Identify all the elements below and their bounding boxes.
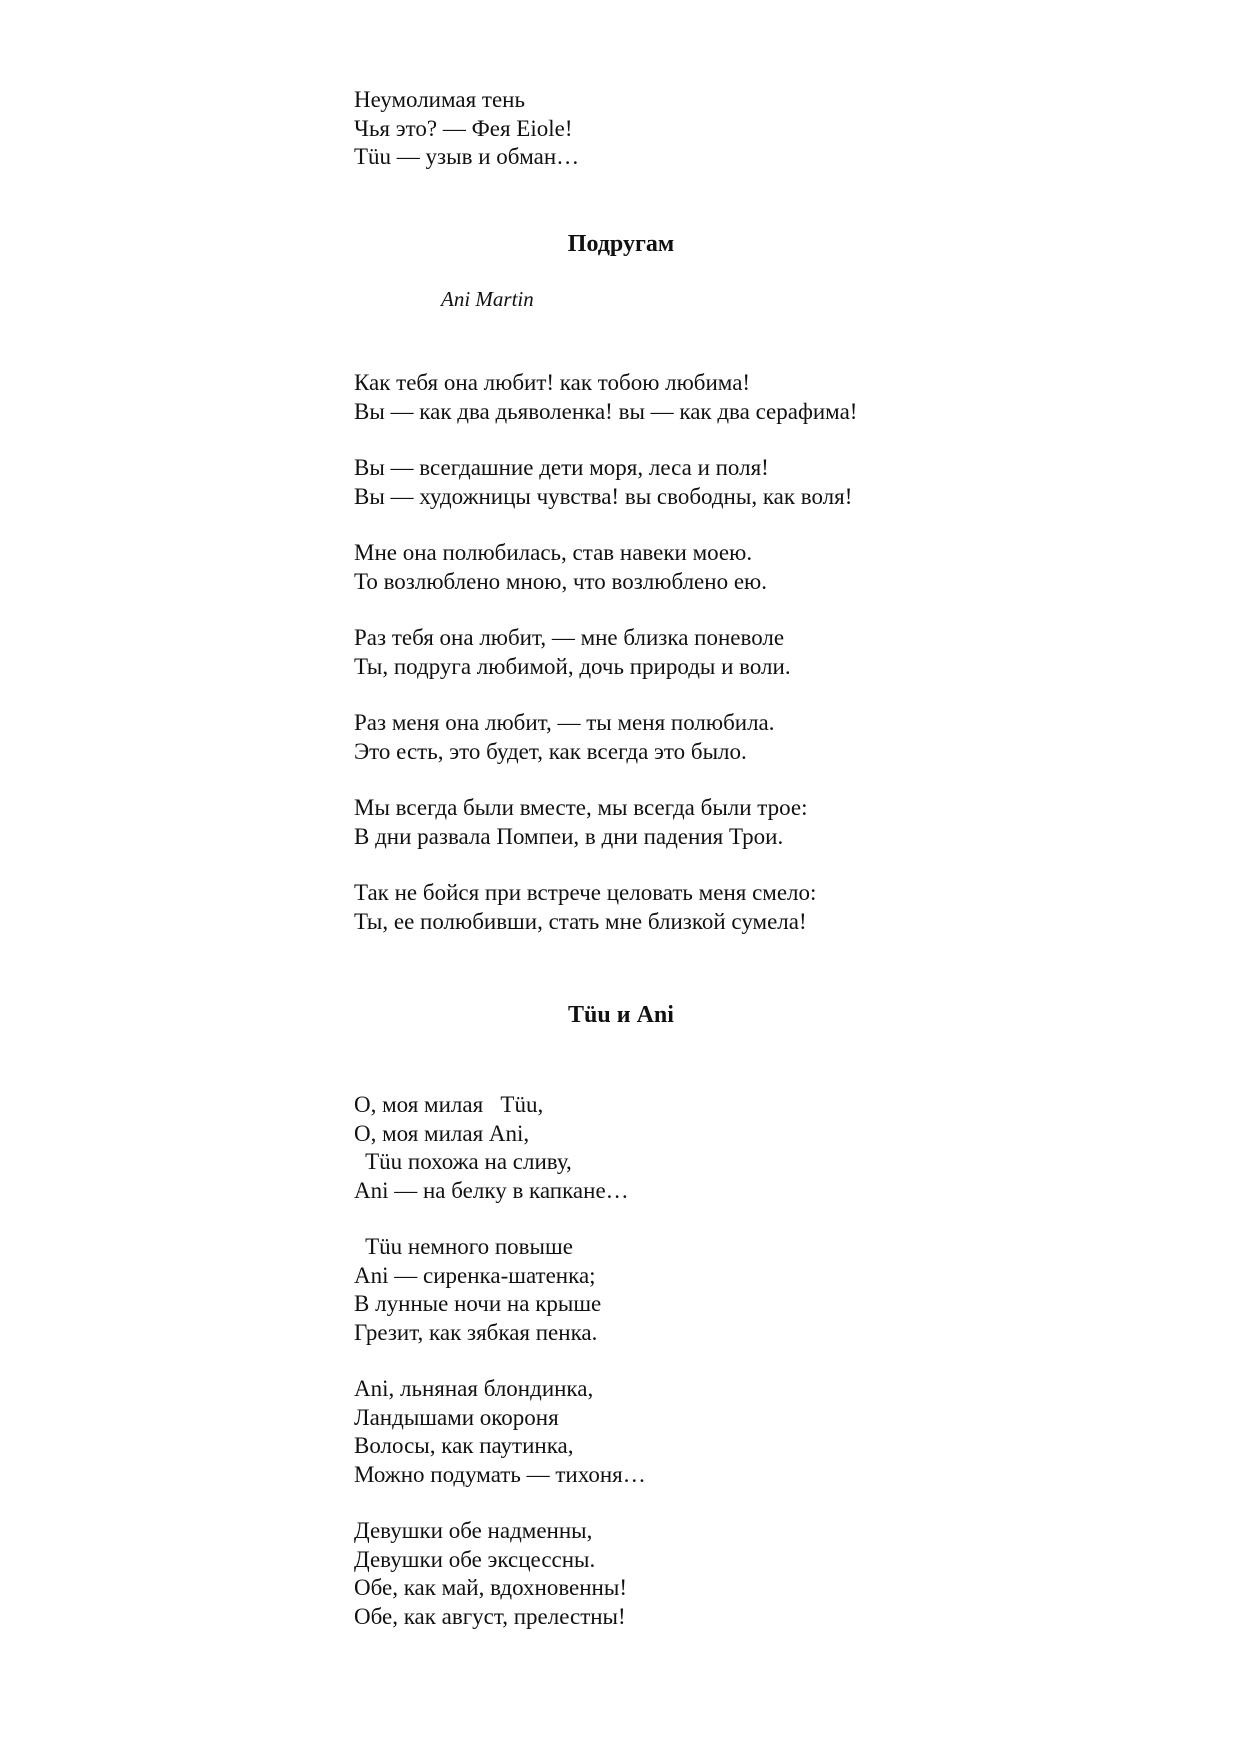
stanza — [354, 1375, 646, 1489]
poem-line: Вы — художницы чувства! вы свободны, как воля! — [354, 483, 853, 509]
stanza — [354, 879, 816, 936]
poem-line: Ani — на белку в капкане… — [354, 1177, 629, 1203]
fragment-line: Tüu — узыв и обман… — [354, 144, 580, 170]
stanza — [354, 369, 857, 426]
poem-line: Tüu похожа на сливу, — [354, 1149, 572, 1175]
fragment-line: Неумолимая тень — [354, 87, 525, 112]
poem-line: Как тебя она любит! как тобою любима! — [354, 370, 751, 395]
stanza — [354, 1233, 601, 1347]
stanza — [354, 539, 767, 596]
poem-title: Tüu и Ani — [568, 1002, 674, 1028]
poem-line: О, моя милая Ani, — [354, 1120, 530, 1146]
stanza — [354, 454, 852, 511]
poem-line: Ландышами окороня — [354, 1404, 559, 1430]
poem-dedication: Ani Martin — [441, 287, 534, 311]
poem-line: Девушки обе эксцессны. — [354, 1546, 596, 1572]
poem-line: В лунные ночи на крыше — [354, 1291, 602, 1317]
poem-line: Раз меня она любит, — ты меня полюбила. — [354, 710, 775, 735]
poem-line: Обе, как август, прелестны! — [354, 1603, 626, 1629]
stanza — [354, 794, 808, 851]
fragment-stanza — [354, 86, 579, 172]
poem-line: Вы — как два дьяволенка! вы — как два серафима! — [354, 398, 858, 424]
poem-line: Можно подумать — тихоня… — [354, 1461, 646, 1487]
poem-line: В дни развала Помпеи, в дни падения Трои. — [354, 823, 784, 849]
poem-line: Вы — всегдашние дети моря, леса и поля! — [354, 455, 769, 480]
poem-line: Девушки обе надменны, — [354, 1518, 593, 1543]
poem-line: Ani, льняная блондинка, — [354, 1376, 594, 1401]
poem-line: Волосы, как паутинка, — [354, 1433, 574, 1459]
fragment-line: Чья это? — Фея Eiole! — [354, 115, 573, 141]
poem-line: Это есть, это будет, как всегда это было. — [354, 738, 747, 764]
poem-line: Ani — сиренка-шатенка; — [354, 1262, 596, 1288]
poem-line: То возлюблено мною, что возлюблено ею. — [354, 568, 767, 594]
stanza — [354, 1517, 627, 1631]
poem-line: Грезит, как зябкая пенка. — [354, 1319, 598, 1345]
poem-line: О, моя милая Tüu, — [354, 1092, 544, 1117]
stanza — [354, 624, 791, 681]
poem-line: Ты, ее полюбивши, стать мне близкой сумела! — [354, 908, 807, 934]
poem-line: Мне она полюбилась, став навеки моею. — [354, 540, 753, 565]
poem-line: Раз тебя она любит, — мне близка поневоле — [354, 625, 785, 650]
poem-line: Так не бойся при встрече целовать меня смело: — [354, 880, 817, 905]
poem-title: Подругам — [567, 231, 675, 257]
poem-line: Ты, подруга любимой, дочь природы и воли. — [354, 653, 791, 679]
poem-line: Мы всегда были вместе, мы всегда были трое: — [354, 795, 808, 820]
poem-line: Tüu немного повыше — [354, 1234, 573, 1259]
stanza — [354, 1091, 629, 1205]
poem-line: Обе, как май, вдохновенны! — [354, 1575, 627, 1601]
stanza — [354, 709, 775, 766]
